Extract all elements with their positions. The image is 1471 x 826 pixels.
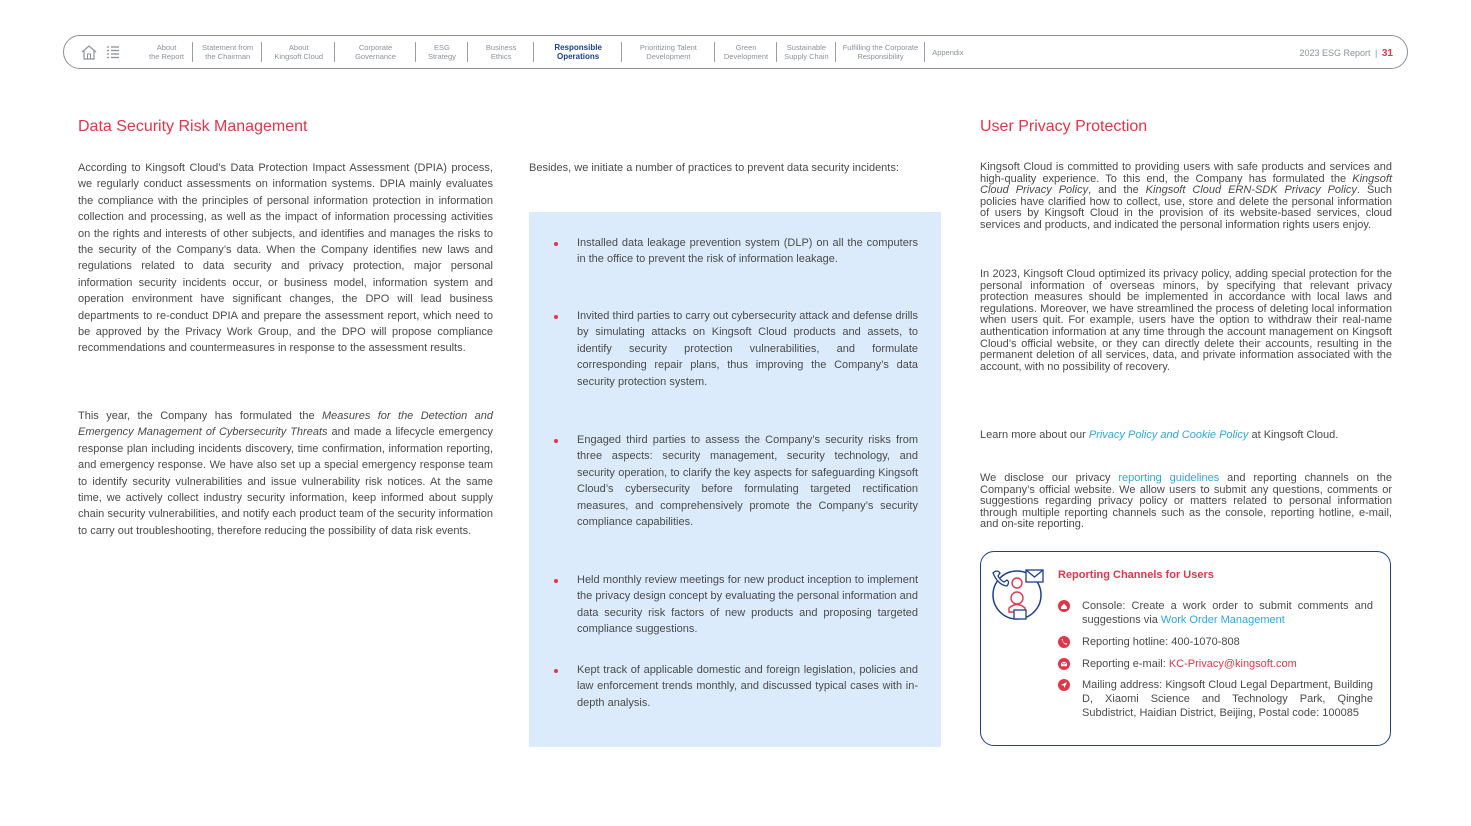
practice-bullet-legislation: Kept track of applicable domestic and foreign legislation, policies and law enforcement trends monthly, and discussed typical cases with in-depth analysis. [577,662,918,711]
menu-list-icon[interactable] [106,44,120,60]
top-navigation [63,35,1408,69]
measures-doc-title: Measures for the Detection and Emergency Management of Cybersecurity Threats [78,410,493,439]
nav-tabs [140,36,970,68]
privacy-email-link[interactable]: KC-Privacy@kingsoft.com [1168,658,1297,670]
console-icon [1058,600,1070,612]
bullet-dot [554,669,558,673]
report-page-indicator: 2023 ESG Report | 31 [1299,48,1393,59]
report-name: 2023 ESG Report [1299,48,1371,58]
privacy-policy-paragraph: Kingsoft Cloud is committed to providing users with safe products and services and high-quality experience. To this end, the Company has formulated the Kingsoft Cloud Privacy Policy, and the Kingsoft Cloud ERN-SDK Privacy Policy. Such policies have clarified how to collect, use, store and delete the personal information of users by Kingsoft Cloud in the provision of its website-based services, cloud services and products, and indicated the personal information rights users enjoy. [980,161,1393,231]
location-icon [1058,679,1070,691]
tab-green-development[interactable]: Green Development [715,43,777,61]
practice-bullet-assessment: Engaged third parties to assess the Company’s security risks from three aspects: security management, security technology, and security operation, to clarify the key aspects for safeguarding Kingsoft Cloud’s cybersecurity before formulating targeted rectification measures, and comprehensively promote the Company’s security compliance capabilities. [577,432,918,530]
practice-bullet-review: Held monthly review meetings for new product inception to implement the privacy design concept by evaluating the personal information and data security risk factors of new products and proposing targeted compliance suggestions. [577,572,918,638]
bullet-dot [554,579,558,583]
bullet-dot [554,315,558,319]
page-number: 31 [1381,48,1393,59]
bullet-dot [554,242,558,246]
tab-appendix[interactable]: Appendix [932,47,964,57]
tab-business-ethics[interactable]: Business Ethics [468,43,534,61]
channel-mail: Mailing address: Kingsoft Cloud Legal Department, Building D, Xiaomi Science and Technology Park, Qinghe Subdistrict, Haidian District, Beijing, Postal code: 100085 [1082,678,1373,720]
data-security-title: Data Security Risk Management [78,118,308,135]
tab-statement-chairman[interactable]: Statement from the Chairman [193,43,262,61]
customer-service-icon [988,565,1046,621]
tab-responsible-operations[interactable]: Responsible Operations [534,43,622,61]
learn-more-paragraph: Learn more about our Privacy Policy and Cookie Policy at Kingsoft Cloud. [980,429,1339,441]
practice-bullet-drills: Invited third parties to carry out cybersecurity attack and defense drills by simulating attacks on Kingsoft Cloud products and assets, to identify security protection vulnerabilities, and formulate corresponding repair plans, thus improving the Company’s data security protection system. [577,308,918,390]
practices-intro: Besides, we initiate a number of practices to prevent data security incidents: [529,162,899,174]
privacy-optimization-paragraph: In 2023, Kingsoft Cloud optimized its privacy policy, adding special protection for the personal information of overseas minors, by specifying that relevant privacy protection measures should be implemented in accordance with local laws and regulations. Moreover, we have streamlined the process of deleting local information when users quit. For example, users have the option to withdraw their real-name authentication information at any time through the account management on Kingsoft Cloud’s official website, or they can directly delete their accounts, resulting in the permanent deletion of all services, data, and private information associated with the account, with no possibility of recovery. [980,268,1392,373]
tab-fulfilling-responsibility[interactable]: Fulfilling the Corporate Responsibility [836,43,925,61]
tab-prioritizing-talent[interactable]: Prioritizing Talent Development [622,43,715,61]
email-icon [1058,658,1070,670]
reporting-guidelines-link[interactable]: reporting guidelines [1118,472,1220,484]
dpia-paragraph: According to Kingsoft Cloud’s Data Protection Impact Assessment (DPIA) process, we regularly conduct assessments on information systems. DPIA mainly evaluates the compliance with the principles of personal information protection in information collection and processing, as well as the impact of information processing activities on the rights and interests of other subjects, and identifies and manages the risks to the security of the Company’s data. When the Company identifies new laws and regulations related to data security and privacy protection, major personal information security incidents occur, or business model, information system and operation environment have significant changes, the DPO will lead business departments to re-conduct DPIA and prepare the assessment report, which need to be approved by the Privacy Work Group, and the DPO will propose compliance recommendations and countermeasures in response to the assessment results. [78,162,493,355]
reporting-channels-title: Reporting Channels for Users [1058,569,1214,581]
user-privacy-title: User Privacy Protection [980,118,1148,135]
tab-corporate-governance[interactable]: Corporate Governance [335,43,416,61]
tab-esg-strategy[interactable]: ESG Strategy [416,43,468,61]
channel-console: Console: Create a work order to submit comments and suggestions via Work Order Management [1082,599,1373,627]
channel-hotline: Reporting hotline: 400-1070-808 [1082,635,1373,649]
channel-email: Reporting e-mail: KC-Privacy@kingsoft.com [1082,657,1373,671]
tab-sustainable-supply-chain[interactable]: Sustainable Supply Chain [777,43,836,61]
work-order-link[interactable]: Work Order Management [1160,614,1285,626]
tab-about-kingsoft[interactable]: About Kingsoft Cloud [262,43,335,61]
nav-icons [80,44,120,60]
home-icon[interactable] [80,44,98,60]
privacy-policy-link[interactable]: Privacy Policy and Cookie Policy [1088,429,1249,441]
phone-icon [1058,636,1070,648]
emergency-paragraph: This year, the Company has formulated the Measures for the Detection and Emergency Management of Cybersecurity Threats and made a lifecycle emergency response plan including incidents discovery, time confirmation, information reporting, and emergency response. We have also set up a special emergency response team to identify security vulnerabilities and issue vulnerability risk notices. At the same time, we actively collect industry security information, keep informed about supply chain security vulnerabilities, and notify each product team of the security information to carry out troubleshooting, therefore reducing the possibility of data risk events. [78,410,493,537]
disclosure-paragraph: We disclose our privacy reporting guidelines and reporting channels on the Company’s official website. We allow users to submit any questions, comments or suggestions regarding privacy policy or matters related to personal information through multiple reporting channels such as the console, reporting hotline, e-mail, and on-site reporting. [980,472,1393,531]
bullet-dot [554,439,558,443]
practice-bullet-dlp: Installed data leakage prevention system (DLP) on all the computers in the office to prevent the risk of information leakage. [577,235,918,268]
tab-about-report[interactable]: About the Report [140,43,193,61]
